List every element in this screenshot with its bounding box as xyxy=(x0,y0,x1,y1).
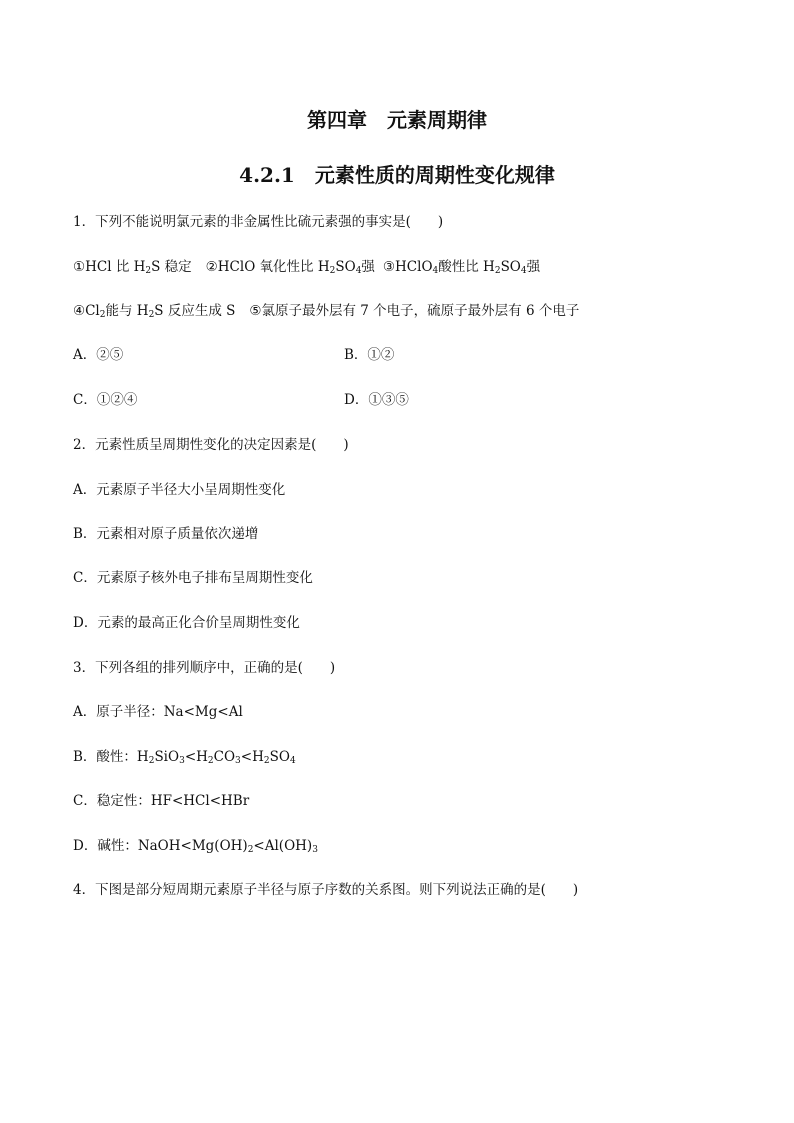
q3-option-a: A．原子半径：Na<Mg<Al xyxy=(73,704,243,720)
q1-statements-line1: ①HCl 比 $H_2S$ 稳定 ②HClO 氧化性比 $H_2SO_4$强 ③HClO$_4$酸性比 $H_2SO_4$强 xyxy=(73,259,541,276)
q2-stem: 2．元素性质呈周期性变化的决定因素是( ) xyxy=(73,437,349,453)
chapter-title: 第四章 元素周期律 xyxy=(307,108,487,132)
q3-option-c: C．稳定性：HF<HCl<HBr xyxy=(73,793,250,809)
section-title: 4.2.1 元素性质的周期性变化规律 xyxy=(239,163,555,187)
q2-option-b: B．元素相对原子质量依次递增 xyxy=(73,526,259,542)
q2-option-c: C．元素原子核外电子排布呈周期性变化 xyxy=(73,570,313,586)
q2-option-d: D．元素的最高正化合价呈周期性变化 xyxy=(73,615,300,631)
q2-option-a: A．元素原子半径大小呈周期性变化 xyxy=(73,482,286,498)
q3-option-b: B．酸性：$H_2SiO_3<H_2CO_3<H_2SO_4$ xyxy=(73,749,296,766)
q1-option-b: B．①② xyxy=(344,347,395,363)
q1-option-c: C．①②④ xyxy=(73,392,138,408)
q3-option-d: D．碱性：$NaOH<Mg(OH)_2<Al(OH)_3$ xyxy=(73,838,318,855)
q4-stem: 4．下图是部分短周期元素原子半径与原子序数的关系图。则下列说法正确的是( ) xyxy=(73,882,579,898)
q1-stem: 1．下列不能说明氯元素的非金属性比硫元素强的事实是( ) xyxy=(73,214,444,230)
q1-option-d: D．①③⑤ xyxy=(344,392,409,408)
q1-statements-line2: $④Cl_2$能与 $H_2S$ 反应生成 S ⑤氯原子最外层有 7 个电子，硫原子最外层有 6 个电子 xyxy=(73,303,580,320)
q1-option-a: A．②⑤ xyxy=(73,347,124,363)
q3-stem: 3．下列各组的排列顺序中，正确的是( ) xyxy=(73,660,336,676)
